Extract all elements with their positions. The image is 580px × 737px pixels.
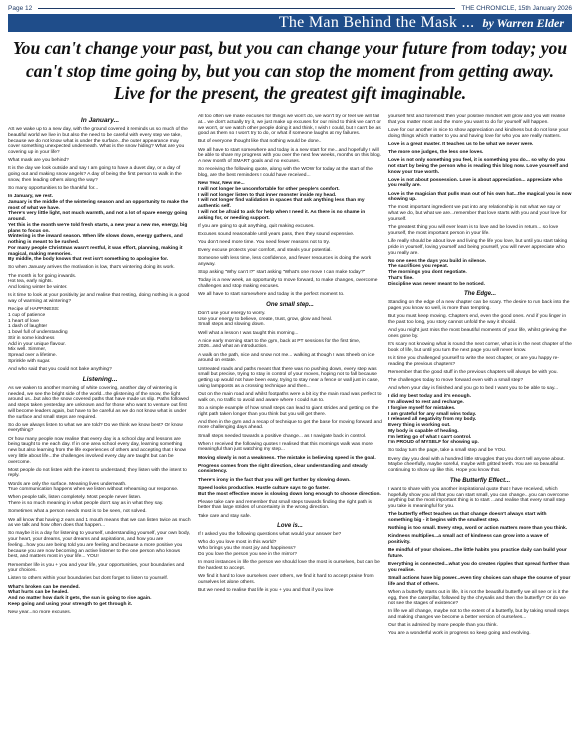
bold-line: Be mindful of your choices...the little habits you practice daily can build your future.: [388, 548, 567, 559]
paragraph: Remember life is you + you and your life, your opportunities, your boundaries and your choices.: [8, 562, 185, 574]
recipe-list: [8, 307, 192, 365]
byline: by Warren Elder: [482, 15, 564, 30]
paragraph: We all have to start somewhere and today is the perfect moment to.: [198, 292, 345, 298]
paragraph: Someone with less time, less confidence, and fewer resources is doing the work anyway.: [198, 256, 372, 268]
paragraph: Today is a new week, an opportunity to move forward, to make changes, overcome challenges and stop making excuses.: [198, 278, 378, 290]
bold-line: Love is not about possession. Love is about appreciation... appreciate who you really are.: [388, 177, 563, 189]
line: Do you love the person you see in the mirror?: [198, 551, 297, 557]
paragraph: If I asked you the following questions what would your answer be?: [198, 532, 342, 538]
bold-line: But the most effective move is slowing down long enough to choose direction.: [198, 491, 381, 497]
paragraph: Stop asking "Why can't I?" start asking "What's one move I can make today?": [198, 270, 366, 276]
list-item: Recipe of HAPPINESS:: [8, 307, 60, 313]
bold-line: Every thing is working out.: [388, 423, 451, 429]
bold-line: No one sees the days you build in silence.: [388, 258, 487, 264]
subheading: In January...: [80, 117, 120, 124]
paragraph: The greatest thing you will ever learn is to love and be loved in return... so love yourself, the most important person in your life.: [388, 225, 559, 236]
list-item: 1 cup of patience: [8, 312, 46, 318]
paragraph: All too often we make excuses for things we won't do, we won't try or feel we will fail at... we don't actually try it, we just make up excuses for our mind to think we can't or we won't, or we watch other people doing it and think, I wish I could, but I can't be as good as them so I won't try to do, or what if someone laughs at my failures.: [198, 114, 381, 137]
bold-line: I released all negativity from my body.: [388, 417, 477, 423]
line: The month is for going inwards.: [8, 273, 77, 279]
bold-line: Everything is connected...what you do creates ripples that spread further than you realise.: [388, 562, 570, 573]
paragraph: Small steps needed towards a positive change... as I navigate back in control.: [198, 433, 367, 439]
paragraph: The challenges today to move forward even with a small step?: [388, 378, 524, 383]
bold-line: Small actions have big power...even tiny choices can shape the course of your life and that of others.: [388, 575, 571, 587]
bold-line: What's broken can be mended.: [8, 584, 80, 590]
paragraph: New year...no more excuses.: [8, 609, 72, 615]
bold-line: I'm allowed to rest and recharge.: [388, 400, 464, 406]
list-item: 1 bowl full of understanding: [8, 330, 68, 336]
paragraph: Well what a lesson I was taught this morning...: [198, 330, 299, 336]
subheading: Love is...: [277, 523, 303, 530]
list-item: Add in your unique flavour.: [8, 341, 66, 347]
issue-date: 15th January 2026: [518, 4, 572, 12]
bold-line: There's very little light, not much warmth, and not a lot of spare energy going around.: [8, 211, 188, 223]
publication-info: THE CHRONICLE, 15th January 2026: [461, 4, 572, 12]
paragraph: Remember that the good stuff in the previous chapters will always be with you.: [388, 369, 558, 375]
bold-line: The more one judges, the less one loves.: [388, 149, 484, 155]
bold-line: I will not longer find validation in spaces that ask anything less than my authentic self.: [198, 198, 365, 210]
bold-line: I will not longer listen to that inner monster inside my head.: [198, 192, 337, 198]
paragraph: In most instances in life the person we should love the most is ourselves, but can be the hardest to accept.: [198, 560, 380, 571]
bold-line: Nothing is too small. Every step, word or action matters more than you think.: [388, 526, 568, 532]
list-item: Stir in some kindness: [8, 335, 55, 341]
paragraph: When a butterfly starts out in life, it is not the beautiful butterfly we all see or is it the egg, then the caterpillar, followed by the chrysalis and then the butterfly? Or do we not see the stages of existence?: [388, 589, 569, 607]
bold-line: New Year, New me...: [198, 181, 245, 187]
bold-line: Wintering is the inward season. When life slows down, energy gathers, and nothing is meant to be rushed.: [8, 234, 183, 246]
bold-line: For many people Christmas wasn't restful, it was effort, planning, making it magical, making memories.: [8, 245, 183, 257]
line: True communication happens when we listen without rehearsing our response.: [8, 487, 179, 493]
bold-line: Speed looks productive. Hustle culture says to go faster.: [198, 485, 330, 491]
paragraph: You are a wonderful work in progress so keep going and evolving.: [388, 631, 531, 637]
line: Who brings you the most joy and happiness?: [198, 546, 296, 552]
paragraph: Our that is admired by more people than you think.: [388, 623, 498, 629]
page-number: Page 12: [8, 4, 33, 12]
paragraph: I want to share with you another inspirational quote that I have received, which hopefully show you all that you can start small, you can change...you can overcome anything but the most important thing is to start ...and realise that every small step you take is meaningful for you.: [388, 486, 569, 510]
publication-name: THE CHRONICLE: [461, 4, 515, 12]
paragraph: Sometimes what a person needs most is to be seen, not solved.: [8, 509, 147, 515]
paragraph: So do we always listen to what we are told? Do we think we know best? Or know everything?: [8, 422, 183, 434]
top-info-line: [8, 2, 572, 14]
bold-line: Kindness multiplies...a small act of kindness can grow into a wave of positivity.: [388, 534, 549, 545]
paragraph: Untreated roads and paths meant that there was no pushing down, every step was small but precise, trying to stay in control of your moves, hoping not to fall because getting up would not have been easy, trying to stay near a fence or wall just in case, using lampposts as a crossing technique and then...: [198, 366, 379, 389]
bold-line: I did my best today and it's enough.: [388, 394, 471, 400]
paragraph: So many opportunities to be thankful for...: [8, 185, 99, 191]
paragraph: But of everyone thought like that nothing would be done..: [198, 139, 322, 145]
article-columns: [8, 114, 572, 733]
paragraph: You don't need more time. You need fewer reasons not to try.: [198, 239, 330, 245]
subheading: Listening...: [82, 375, 118, 383]
paragraph: Is it time you challenged yourself to write the next chapter, or are you happy re-reading the previous chapters?: [388, 355, 559, 367]
bold-line: The butterfly effect teaches us that change doesn't always start with something big - it begins with the smallest step.: [388, 512, 547, 523]
bold-line: Discipline was never meant to be noticed.: [388, 281, 486, 287]
paragraph: Every day you deal with a hundred little struggles that you don't tell anyone about. Maybe cheerfully, maybe soreful, maybe with gritted teeth. You are so beautiful continuing to show up like this. Hope you know that.: [388, 456, 565, 474]
top-rule: [38, 8, 455, 9]
bold-line: And no matter how dark it gets, the sun is going to rise again.: [8, 596, 152, 602]
bold-line: The sacrifices you repeat.: [388, 264, 449, 270]
line: Who do you love most in this world?: [198, 540, 277, 546]
paragraph: Listen to others within your boundaries but dont forget to listen to yourself.: [8, 576, 169, 582]
paragraph: Excuses sound reasonable until years pass, then they sound expensive.: [198, 231, 355, 237]
paragraph: Life really should be about love and living the life you love, but until you start taking pride in yourself, loving yourself and being yourself, you will never appreciate who you really are.: [388, 239, 568, 256]
line: Small steps and slowing down.: [198, 322, 265, 328]
paragraph: But you must keep moving. Chapters end, even the good ones. And if you linger in the past too long, you story cannot unfold the way it should.: [388, 314, 567, 326]
paragraph: Or how many people now realise that every day is a school day and lessons are being taught to me each day. If in one area school every day, learning something new but also learning from the life experiences of others and accepting that I know very little about life...the challenges involved every day are taught but can be overcome.: [8, 436, 187, 465]
paragraph: The most important ingredient we put into any relationship is not what we say or what we do, but what we are...remember that love starts with you and your love for yourself.: [388, 205, 567, 222]
bold-line: Love is the magician that pulls man out of his own hat...the magical you is now showing up.: [388, 191, 572, 203]
paragraph: And you might just miss the most beautiful moments of your life, whilst grieving the ones gone by.: [388, 328, 567, 339]
list-item: 1 dash of laughter: [8, 324, 48, 330]
section-title: The Man Behind the Mask ...: [278, 14, 475, 31]
paragraph: Love for our another in nice to show appreciation and kindness but do not lose your doing things which matter to you and having love for who you are really matters.: [388, 127, 569, 139]
bold-line: January is the middle of the wintering season and an opportunity to make the most of what we have.: [8, 199, 189, 211]
paragraph: So maybe it is a day for listening to yourself, understanding yourself, your own body, your heart, your dreams, your dreams and aspirations, and how you are feeling...how you are being told you are feeling and because a more positive you because you are now becoming an active listener to the one person who knows best, and matters most in your life... YOU!: [8, 531, 191, 560]
paragraph: So when January arrives the motivation is low, that's wintering doing its work.: [8, 265, 175, 271]
bold-line: Love is not only something you feel, it is something you do... so why do you not start by being the person who is reading this blog now. Love yourself and know your true worth.: [388, 158, 569, 175]
subheading: The Edge...: [463, 291, 496, 298]
paragraph: Most people do not listen with the intent to understand; they listen with the intent to reply.: [8, 467, 187, 479]
paragraph: Is it time to look at your positivity jar and realise that resting, doing nothing is a good way of warming at wintering?: [8, 293, 190, 304]
paragraph: Please take care and remember that small steps towards finding the right path is better than large strides of uncertainty in the wrong direction.: [198, 499, 372, 511]
paragraph: We find it hard to love ourselves over others, we find it hard to accept praise from ourselves let alone others.: [198, 573, 374, 585]
bold-line: I forgive myself for mistakes.: [388, 405, 456, 411]
pull-quote: You can't change your past, but you can change your future from today; you can't stop time going by, but you can stop the moment from getting away. Live for the present, the greatest gift imaginable.: [12, 38, 568, 103]
paragraph: Standing on the edge of a new chapter can be scary. The desire to run back into the pages you know so well, is more than tempting.: [388, 300, 570, 312]
bold-line: I will not be afraid to ask for help when I need it. As there is no shame in asking for, or needing support.: [198, 209, 366, 221]
bold-line: In January, we rest.: [8, 194, 54, 200]
line: Words are only the surface. Meaning lives underneath.: [8, 481, 127, 487]
paragraph: Every excuse protects your comfort, and steals your potential.: [198, 248, 332, 254]
subheading: One small step...: [266, 301, 314, 308]
paragraph: But we need to realise that life is you + you and that if you love: [198, 587, 334, 593]
paragraph: A nice early morning start to the gym, back at PT sessions for the first time, 2026...and what an introduction.: [198, 338, 361, 350]
bold-line: There's irony in the fact that you will get further by slowing down.: [198, 477, 351, 483]
paragraph: Take care and stay safe.: [198, 513, 252, 519]
paragraph: It's scary not knowing what is round the next corner, what is in the next chapter of the book of life, but until you turn the next page you will never know.: [388, 342, 572, 353]
bold-line: I will not longer be uncomfortable for other people's comfort.: [198, 186, 340, 192]
list-item: Spread over a lifetime.: [8, 353, 57, 359]
bold-line: I'm letting go of what I can't control.: [388, 434, 472, 440]
bold-line: My body is capable of healing.: [388, 428, 459, 434]
bold-line: That's fine.: [388, 275, 414, 281]
paragraph: When I received the following quotes I realised that this mornings walk was more meaningful than just watching my step...: [198, 441, 373, 453]
bold-line: Progress comes from the right direction, clear understanding and steady consistency.: [198, 463, 368, 475]
paragraph: What mask are you behind?: [8, 158, 69, 164]
paragraph: We all have to start somewhere and today is a new start for me...and hopefully I will be able to share my progress with you over the next few weeks, months on this blog. A new month of SMART goals and no excuses.: [198, 147, 381, 165]
bold-line: Moving slowly is not a weakness. The mistake is believing speed is the goal.: [198, 455, 376, 461]
paragraph: If you are going to quit anything, quit making excuses.: [198, 223, 315, 229]
line: Don't use your energy to worry.: [198, 310, 266, 316]
line: And losing winter be winter.: [8, 285, 68, 291]
paragraph: A walk on the path, nice and snow not me... walking at though I was Sheeb on ice around on estate.: [198, 352, 375, 364]
paragraph: So receiving the following quote, along with the WOW for today at the start of the blog, are the best reminders I could have received...: [198, 167, 373, 178]
bold-line: I am grateful for any small wins today.: [388, 411, 477, 417]
line: There is so much meaning in what people don't say as in what they say.: [8, 501, 164, 507]
bold-line: Love is a great master. It teaches us to be what we never were.: [388, 141, 534, 147]
subheading: The Butterfly Effect...: [449, 477, 511, 484]
list-item: Sprinkle with sugar.: [8, 358, 51, 364]
list-item: Mix well. Simmer,: [8, 347, 47, 353]
column-2: [198, 114, 382, 733]
paragraph: So a simple example of how small steps can lead to giant strides and getting on the right path taken longer than you think but you will get there.: [198, 405, 379, 417]
paragraph: It is the day we look outside and say I am going to have a duvet day, or a day of going out and making snow angels? A day of being the first person to walk in the snow, then leading others along the way?: [8, 166, 182, 183]
line: Use your energy to believe, create, trust, grow, glow and heal.: [198, 316, 333, 322]
paragraph: And then in the gym and a recap of technique to get the base for moving forward and more challenging days ahead.: [198, 419, 382, 431]
bold-line: Keep going and using your strength to get through it.: [8, 601, 133, 607]
bold-line: I'm PROUD of MYSELF for showing up.: [388, 440, 479, 446]
bold-line: Yet this is the month we're told fresh starts, a new year a new me, energy, big plans to focus on.: [8, 222, 188, 234]
bold-line: The mornings you dont negotiate.: [388, 270, 467, 276]
bold-line: By middle, the body knows that rest isn't something to apologise for.: [8, 257, 169, 263]
line: When people talk, listen completely. Most people never listen.: [8, 495, 142, 501]
paragraph: And when your day is finished and you go to bed I want you to be able to say...: [388, 386, 559, 392]
section-banner: [8, 14, 572, 32]
paragraph: And who said that you could not bake anything?: [8, 367, 112, 373]
paragraph: As we waken to another morning of white covering, another day of wintering is needed, we see the bright side of the world...the glistening of the snow, the light around us...but also the snow covered paths that have made us slip. Paths followed and steps taken yesterday are unknown and for those who want to venture out first will become leaders again, but have to be careful as we do not know what is under the surface and small steps are required.: [8, 385, 189, 420]
paragraph: Out on the main road and whilst footpaths were a bit icy the main road was perfect to walk on, no traffic to avoid and aware where I could run to.: [198, 391, 382, 403]
column-3: [388, 114, 572, 733]
paragraph: AS we wake up to a new day, with the ground covered it reminds us so much of the beautiful world we live in but also the need to be careful with every step we take, because we do not know what is under the surface...the outer appearance may cover something unexpected underneath. What is the snow hiding? What are you covering up in your life?: [8, 127, 188, 155]
paragraph: In life we all change, maybe not to the extent of a butterfly, but by taking small steps and making changes we become a better version of ourselves...: [388, 609, 569, 621]
line: Hot tea, early nights.: [8, 279, 53, 285]
paragraph: We all know that having 2 ears and 1 mouth means that we can listen twice as much as we talk and how often does that happen...: [8, 517, 191, 529]
bold-line: What hurts can be healed.: [8, 590, 69, 596]
paragraph: So today turn the page, take a small step and be YOU.: [388, 448, 507, 454]
column-1: [8, 114, 192, 733]
paragraph: yourself first and foremost then your positive mindset will grow and you will realise that you matter most and the more you want to do for yourself will happen.: [388, 114, 566, 125]
list-item: 1 heart of love: [8, 318, 39, 324]
